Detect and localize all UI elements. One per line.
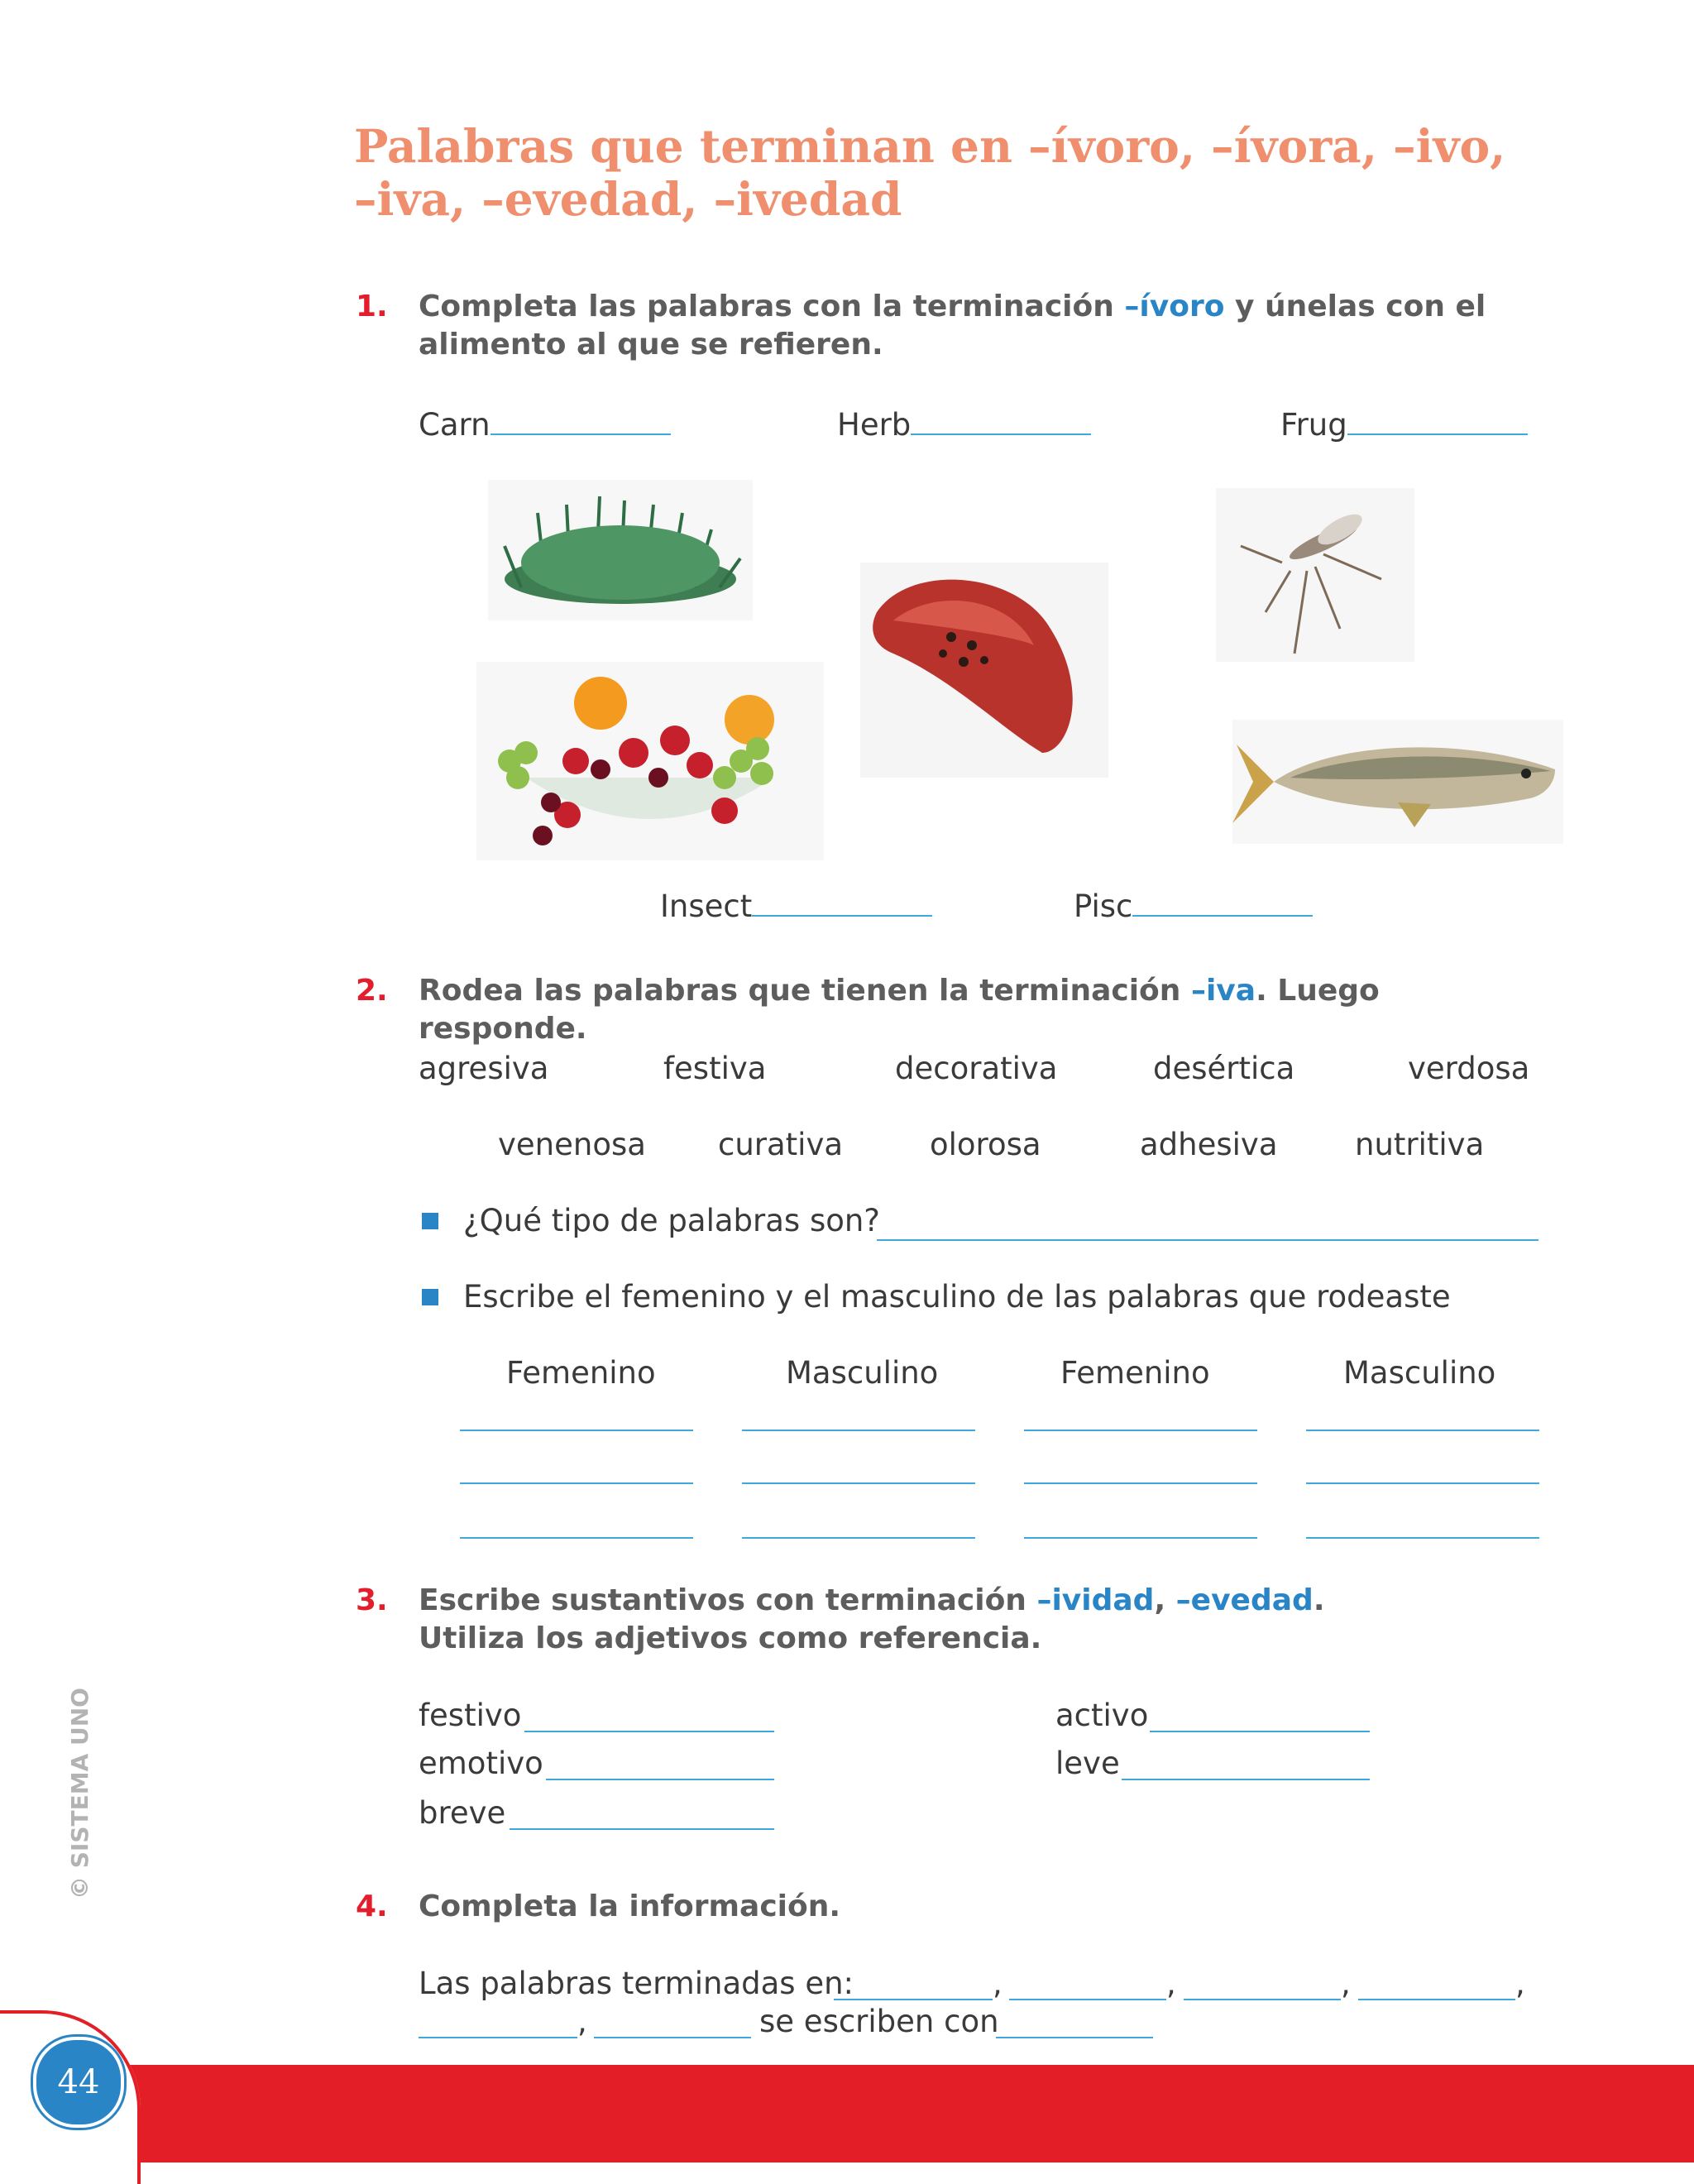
- adjective-breve: breve: [419, 1795, 506, 1831]
- answer-line[interactable]: [524, 1731, 774, 1732]
- answer-line[interactable]: [877, 1239, 1538, 1241]
- answer-line[interactable]: [996, 2037, 1153, 2038]
- blank-herb[interactable]: [911, 402, 1091, 435]
- title-line-1: Palabras que terminan en –ívoro, –ívora, –ivo,: [354, 119, 1506, 173]
- blank-frug[interactable]: [1347, 402, 1528, 435]
- answer-line[interactable]: [1122, 1779, 1370, 1780]
- adjective-emotivo: emotivo: [419, 1746, 543, 1781]
- instruction-fem-masc: Escribe el femenino y el masculino de las palabras que rodeaste: [463, 1279, 1451, 1315]
- answer-line[interactable]: [546, 1779, 774, 1780]
- answer-line[interactable]: [1009, 1999, 1166, 2000]
- comma: ,: [1341, 1966, 1351, 2001]
- grass-image[interactable]: [488, 480, 753, 620]
- answer-line[interactable]: [742, 1537, 975, 1539]
- word-option[interactable]: agresiva: [419, 1051, 549, 1086]
- comma: ,: [1166, 1966, 1176, 2001]
- bullet-square-icon: [422, 1213, 438, 1229]
- blank-pisc[interactable]: [1132, 884, 1313, 917]
- word-option[interactable]: decorativa: [895, 1051, 1058, 1086]
- highlight-ivoro: –ívoro: [1124, 290, 1225, 323]
- info-line-1: Las palabras terminadas en:: [419, 1966, 854, 2001]
- blank-carn[interactable]: [490, 402, 671, 435]
- answer-line[interactable]: [1306, 1482, 1539, 1484]
- bullet-square-icon: [422, 1289, 438, 1305]
- exercise-2-number: 2.: [356, 974, 388, 1008]
- column-header-femenino: Femenino: [506, 1355, 656, 1391]
- mosquito-image[interactable]: [1216, 488, 1414, 662]
- word-pisc: Pisc: [1074, 884, 1313, 924]
- word-insect: Insect: [660, 884, 932, 924]
- title-line-2: –iva, –evedad, –ivedad: [354, 172, 902, 226]
- page-number: 44: [57, 2063, 100, 2101]
- answer-line[interactable]: [1024, 1430, 1257, 1431]
- column-header-femenino: Femenino: [1060, 1355, 1210, 1391]
- comma: ,: [1515, 1966, 1525, 2001]
- blank-insect[interactable]: [752, 884, 932, 917]
- exercise-1-number: 1.: [356, 290, 388, 323]
- answer-line[interactable]: [460, 1537, 693, 1539]
- answer-line[interactable]: [460, 1482, 693, 1484]
- word-frug: Frug: [1280, 402, 1528, 443]
- word-option[interactable]: curativa: [718, 1127, 844, 1162]
- highlight-evedad: –evedad: [1175, 1583, 1314, 1617]
- exercise-2-instruction: Rodea las palabras que tienen la terminación –iva. Luego responde.: [419, 974, 1380, 1046]
- answer-line[interactable]: [742, 1430, 975, 1431]
- word-option[interactable]: verdosa: [1408, 1051, 1530, 1086]
- comma: ,: [993, 1966, 1003, 2001]
- answer-line[interactable]: [1306, 1537, 1539, 1539]
- fruit-bowl-image[interactable]: [476, 662, 824, 860]
- exercise-1-instruction: Completa las palabras con la terminación –ívoro y únelas con el alimento al que se refieren.: [419, 290, 1486, 362]
- word-option[interactable]: olorosa: [930, 1127, 1041, 1162]
- adjective-festivo: festivo: [419, 1698, 522, 1733]
- answer-line[interactable]: [1024, 1537, 1257, 1539]
- exercise-4-number: 4.: [356, 1889, 388, 1923]
- word-option[interactable]: festiva: [663, 1051, 767, 1086]
- answer-line[interactable]: [834, 1999, 993, 2000]
- answer-line[interactable]: [1358, 1999, 1515, 2000]
- answer-line[interactable]: [742, 1482, 975, 1484]
- copyright-side-text: © SISTEMA UNO: [66, 1688, 93, 1899]
- comma: ,: [577, 2004, 587, 2039]
- word-option[interactable]: adhesiva: [1140, 1127, 1278, 1162]
- column-header-masculino: Masculino: [1343, 1355, 1496, 1391]
- info-line-2-end: se escriben con: [759, 2004, 999, 2039]
- exercise-3-instruction: Escribe sustantivos con terminación –ividad, –evedad. Utiliza los adjetivos como referencia.: [419, 1583, 1325, 1655]
- answer-line[interactable]: [510, 1828, 774, 1830]
- column-header-masculino: Masculino: [786, 1355, 939, 1391]
- adjective-activo: activo: [1055, 1698, 1149, 1733]
- highlight-iva: –iva: [1190, 974, 1256, 1008]
- answer-line[interactable]: [594, 2037, 751, 2038]
- exercise-3-number: 3.: [356, 1583, 388, 1617]
- meat-image[interactable]: [860, 563, 1108, 778]
- footer-bar: [0, 2065, 1694, 2162]
- word-option[interactable]: nutritiva: [1355, 1127, 1485, 1162]
- answer-line[interactable]: [1306, 1430, 1539, 1431]
- page-title: [354, 120, 1611, 226]
- word-carn: Carn: [419, 402, 671, 443]
- fish-image[interactable]: [1232, 720, 1563, 844]
- word-option[interactable]: venenosa: [498, 1127, 646, 1162]
- word-herb: Herb: [837, 402, 1091, 443]
- answer-line[interactable]: [419, 2037, 577, 2038]
- exercise-4-instruction: Completa la información.: [419, 1889, 841, 1923]
- question-type: ¿Qué tipo de palabras son?: [463, 1203, 880, 1238]
- answer-line[interactable]: [460, 1430, 693, 1431]
- word-option[interactable]: desértica: [1153, 1051, 1295, 1086]
- answer-line[interactable]: [1150, 1731, 1370, 1732]
- highlight-ividad: –ividad: [1036, 1583, 1155, 1617]
- adjective-leve: leve: [1055, 1746, 1120, 1781]
- answer-line[interactable]: [1024, 1482, 1257, 1484]
- answer-line[interactable]: [1184, 1999, 1341, 2000]
